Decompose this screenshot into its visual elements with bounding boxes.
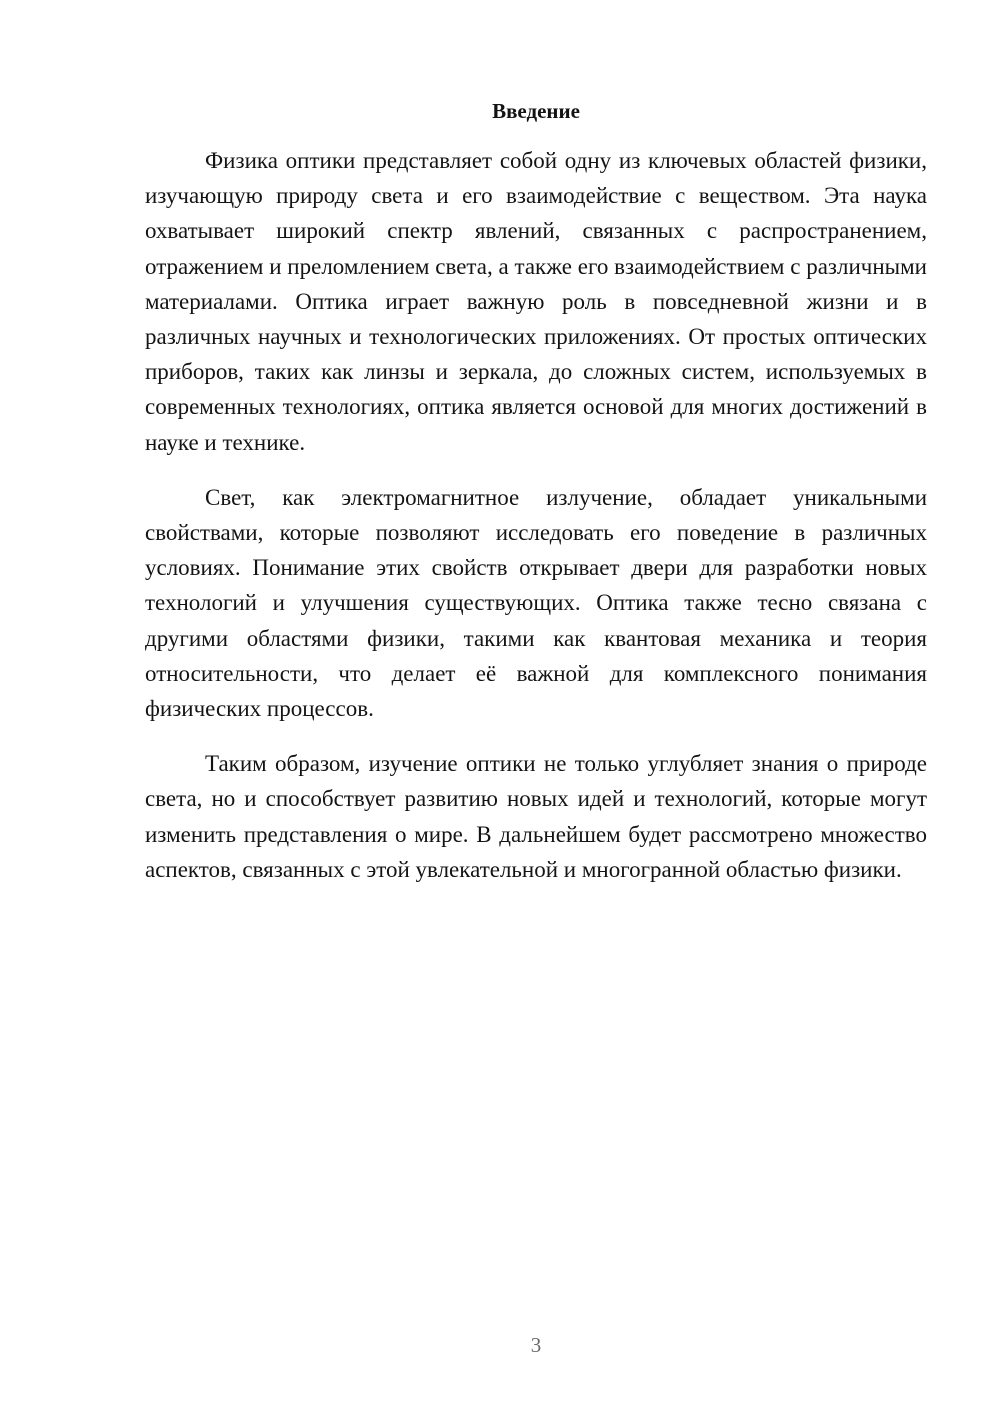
section-title: Введение (492, 99, 580, 123)
paragraph-1: Физика оптики представляет собой одну из ключевых областей физики, изучающую природу света и его взаимодействие с веществом. Эта наука охватывает широкий спектр явлений, связанных с распространением, отражением и преломлением света, а также его взаимодействием с различными материалами. Оптика играет важную роль в повседневной жизни и в различных научных и технологических приложениях. От простых оптических приборов, таких как линзы и зеркала, до сложных систем, используемых в современных технологиях, оптика является основой для многих достижений в науке и технике. (145, 148, 927, 455)
paragraph-3: Таким образом, изучение оптики не только углубляет знания о природе света, но и способствует развитию новых идей и технологий, которые могут изменить представления о мире. В дальнейшем будет рассмотрено множество аспектов, связанных с этой увлекательной и многогранной областью физики. (145, 751, 927, 882)
section-body (145, 143, 927, 907)
paragraph-2: Свет, как электромагнитное излучение, обладает уникальными свойствами, которые позволяют исследовать его поведение в различных условиях. Понимание этих свойств открывает двери для разработки новых технологий и улучшения существующих. Оптика также тесно связана с другими областями физики, такими как квантовая механика и теория относительности, что делает её важной для комплексного понимания физических процессов. (145, 484, 927, 722)
page-number: 3 (530, 1333, 542, 1357)
